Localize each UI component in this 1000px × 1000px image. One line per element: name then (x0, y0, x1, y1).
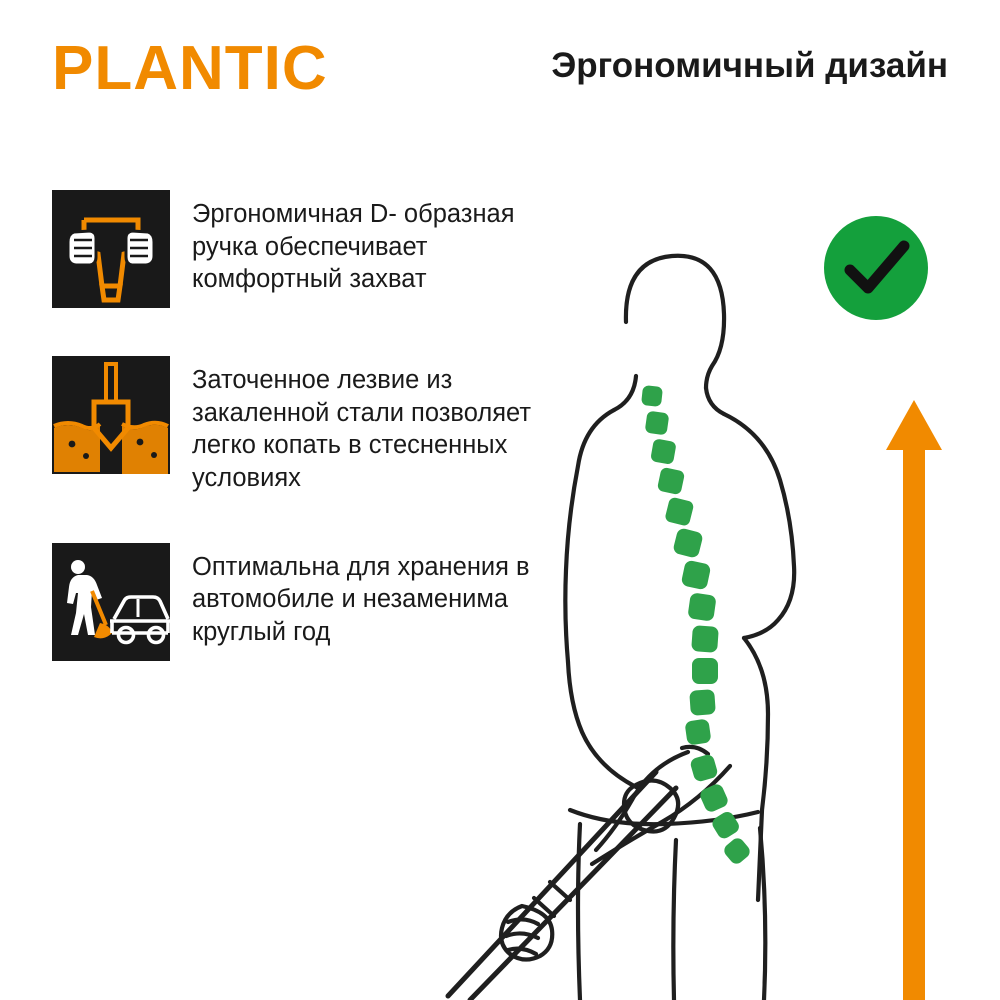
list-item-label: Заточенное лезвие из закаленной стали позволяет легко копать в стесненных условиях (192, 366, 532, 492)
person-with-shovel-near-car-icon (52, 543, 170, 661)
d-handle-grip-icon (52, 190, 170, 308)
illustration-person-digging (430, 200, 960, 1000)
list-item-label: Оптимальна для хранения в автомобиле и незаменима круглый год (192, 552, 530, 646)
brand-logo-text: PLANTIC (52, 34, 328, 103)
green-spine-curve (641, 385, 752, 866)
list-item-label: Эргономичная D- образная ручка обеспечивает комфортный захват (192, 200, 515, 294)
sharpened-blade-in-soil-icon (52, 356, 170, 474)
page-title: Эргономичный дизайн (551, 46, 948, 85)
